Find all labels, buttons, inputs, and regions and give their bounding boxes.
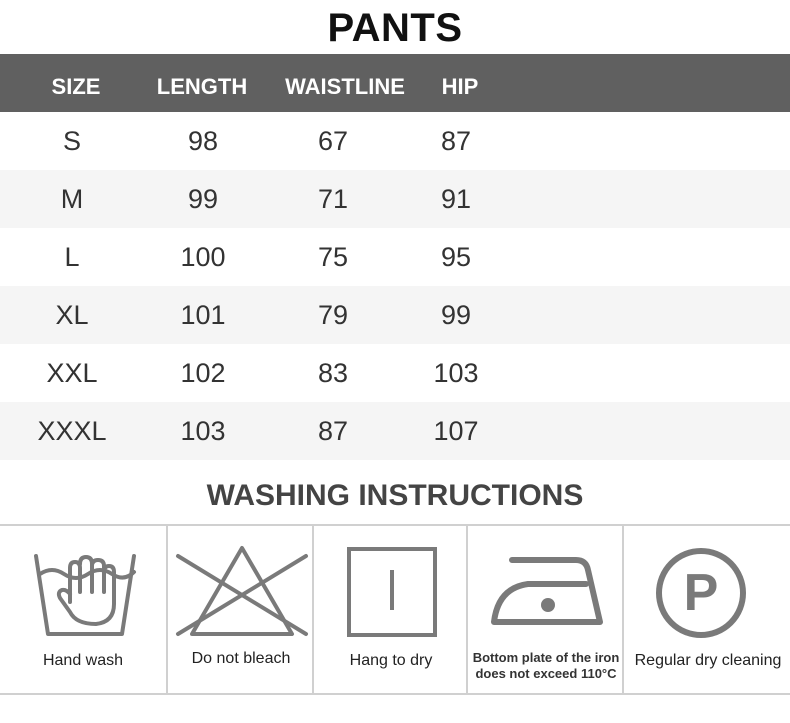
cell-waistline: 67	[317, 126, 349, 156]
wash-item-do-not-bleach	[166, 526, 314, 693]
cell-hip: 107	[433, 416, 479, 446]
header-size: SIZE	[51, 74, 101, 99]
hand-wash-icon	[30, 542, 140, 642]
cell-size: L	[64, 242, 80, 272]
wash-label-line2: does not exceed 110°C	[475, 666, 617, 681]
dry-clean-icon	[654, 546, 748, 640]
cell-size: XL	[55, 300, 89, 330]
wash-label: Hand wash	[42, 652, 124, 669]
header-length: LENGTH	[156, 74, 248, 99]
table-row	[0, 228, 790, 286]
table-row	[0, 344, 790, 402]
hang-to-dry-icon	[346, 546, 438, 640]
wash-label: Regular dry cleaning	[634, 652, 782, 669]
cell-hip: 103	[433, 358, 479, 388]
washing-instructions-grid	[0, 524, 790, 695]
cell-size: XXL	[46, 358, 98, 388]
cell-length: 98	[187, 126, 219, 156]
cell-hip: 87	[440, 126, 472, 156]
wash-item-dry-clean	[622, 526, 790, 693]
iron-icon	[488, 554, 606, 630]
svg-text:P: P	[683, 564, 719, 622]
table-row	[0, 286, 790, 344]
table-row	[0, 112, 790, 170]
wash-label: Hang to dry	[349, 652, 433, 669]
cell-hip: 91	[440, 184, 472, 214]
cell-size: S	[62, 126, 81, 156]
cell-size: XXXL	[37, 416, 107, 446]
washing-instructions-title: WASHING INSTRUCTIONS	[206, 479, 584, 512]
wash-label-line1: Bottom plate of the iron	[472, 650, 620, 665]
cell-length: 101	[180, 300, 226, 330]
table-header	[0, 54, 790, 112]
cell-waistline: 83	[317, 358, 349, 388]
wash-item-hand-wash	[0, 526, 166, 693]
cell-length: 99	[187, 184, 219, 214]
cell-hip: 95	[440, 242, 472, 272]
do-not-bleach-icon	[174, 542, 310, 640]
cell-waistline: 87	[317, 416, 349, 446]
table-row	[0, 402, 790, 460]
header-hip: HIP	[441, 74, 479, 99]
size-table	[0, 54, 790, 460]
cell-hip: 99	[440, 300, 472, 330]
wash-label: Do not bleach	[191, 650, 291, 667]
cell-waistline: 79	[317, 300, 349, 330]
cell-length: 100	[180, 242, 226, 272]
cell-waistline: 75	[317, 242, 349, 272]
cell-size: M	[60, 184, 84, 214]
wash-item-iron	[466, 526, 624, 693]
cell-waistline: 71	[317, 184, 349, 214]
wash-item-hang-to-dry	[312, 526, 468, 693]
cell-length: 103	[180, 416, 226, 446]
header-waistline: WAISTLINE	[285, 74, 405, 99]
table-row	[0, 170, 790, 228]
page-title: PANTS	[327, 6, 463, 50]
cell-length: 102	[180, 358, 226, 388]
